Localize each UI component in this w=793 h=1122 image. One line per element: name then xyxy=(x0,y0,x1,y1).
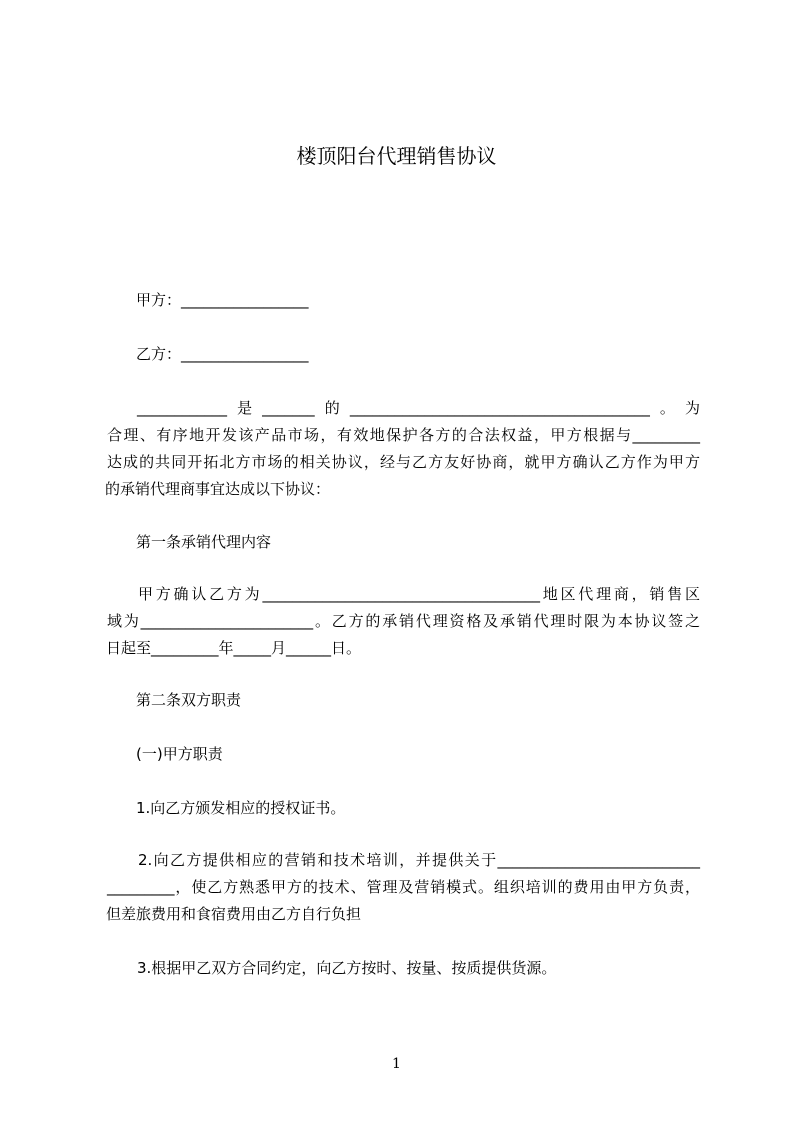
intro-line: ____________是_______的________________________________________。为 xyxy=(137,399,700,417)
article2-item-2-line: 但差旅费用和食宿费用由乙方自行负担 xyxy=(106,905,362,923)
intro-line: 的承销代理商事宜达成以下协议： xyxy=(105,480,331,498)
article1-heading: 第一条承销代理内容 xyxy=(136,533,272,551)
document-title: 楼顶阳台代理销售协议 xyxy=(296,144,497,168)
article1-line: 日起至_________年_____月______日。 xyxy=(106,639,362,657)
article2-item-2-line: _________，使乙方熟悉甲方的技术、管理及营销模式。组织培训的费用由甲方负责， xyxy=(107,878,700,896)
party-b-line: 乙方：_________________ xyxy=(136,345,309,363)
article2-heading: 第二条双方职责 xyxy=(136,691,242,709)
article2-subheading: (一)甲方职责 xyxy=(136,745,223,763)
intro-line: 合理、有序地开发该产品市场，有效地保护各方的合法权益，甲方根据与_________ xyxy=(107,426,700,444)
intro-line: 达成的共同开拓北方市场的相关协议，经与乙方友好协商，就甲方确认乙方作为甲方 xyxy=(107,453,700,471)
article2-item-2-line: 2.向乙方提供相应的营销和技术培训，并提供关于___________________________ xyxy=(138,851,700,869)
article2-item-1: 1.向乙方颁发相应的授权证书。 xyxy=(136,799,346,817)
article1-line: 域为_______________________。乙方的承销代理资格及承销代理时限为本协议签之 xyxy=(107,612,700,630)
article1-line: 甲方确认乙方为_____________________________________地区代理商，销售区 xyxy=(138,585,700,603)
page-number: 1 xyxy=(392,1056,401,1072)
article2-item-3: 3.根据甲乙双方合同约定，向乙方按时、按量、按质提供货源。 xyxy=(137,959,557,977)
party-a-line: 甲方：_________________ xyxy=(136,291,309,309)
